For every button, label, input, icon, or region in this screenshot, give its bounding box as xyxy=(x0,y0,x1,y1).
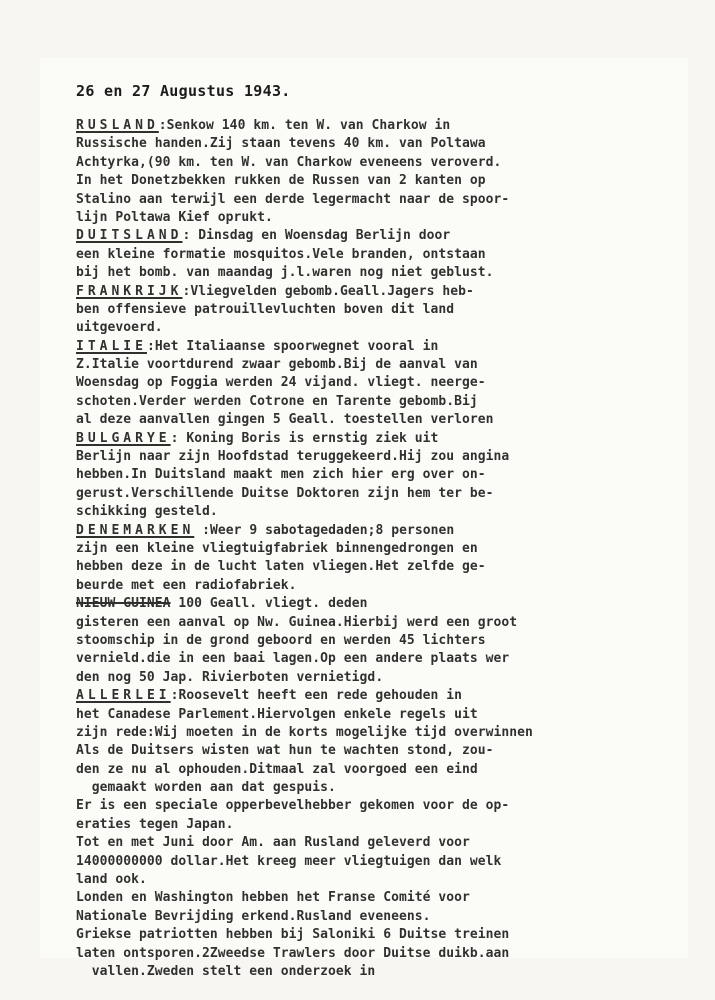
text-line xyxy=(76,724,676,742)
text-line xyxy=(76,908,676,926)
text-line xyxy=(76,889,676,907)
text-line xyxy=(76,264,676,282)
section-label: FRANKRIJK xyxy=(76,283,183,299)
text-line xyxy=(76,945,676,963)
line-text: :Het Italiaanse spoorwegnet vooral in xyxy=(146,338,439,354)
text-line xyxy=(76,816,676,834)
text-line xyxy=(76,227,676,245)
text-line xyxy=(76,963,676,981)
line-text: Londen en Washington hebben het Franse Comité voor xyxy=(76,890,470,906)
text-line xyxy=(76,283,676,301)
text-line xyxy=(76,393,676,411)
line-text: : Koning Boris is ernstig ziek uit xyxy=(170,430,439,446)
text-line xyxy=(76,779,676,797)
text-line xyxy=(76,614,676,632)
line-text: een kleine formatie mosquitos.Vele branden, ontstaan xyxy=(76,246,486,262)
text-line xyxy=(76,853,676,871)
text-line xyxy=(76,374,676,392)
line-text: eraties tegen Japan. xyxy=(76,816,234,832)
text-line xyxy=(76,577,676,595)
text-line xyxy=(76,650,676,668)
text-line xyxy=(76,742,676,760)
line-text: 14000000000 dollar.Het kreeg meer vliegtuigen dan welk xyxy=(76,853,502,869)
line-text: Russische handen.Zij staan tevens 40 km. van Poltawa xyxy=(76,136,486,152)
line-text: Achtyrka,(90 km. ten W. van Charkow eveneens veroverd. xyxy=(76,154,502,170)
line-text: gemaakt worden aan dat gespuis. xyxy=(76,780,336,796)
line-text: Nationale Bevrijding erkend.Rusland eveneens. xyxy=(76,908,431,924)
text-line xyxy=(76,503,676,521)
line-text: beurde met een radiofabriek. xyxy=(76,577,297,593)
section-label: RUSLAND xyxy=(76,118,159,133)
line-text: 100 Geall. vliegt. deden xyxy=(170,596,368,612)
line-text: Griekse patriotten hebben bij Saloniki 6 Duitse treinen xyxy=(76,927,510,943)
line-text: : Dinsdag en Woensdag Berlijn door xyxy=(182,228,451,244)
text-line xyxy=(76,117,676,135)
text-line xyxy=(76,246,676,264)
line-text: land ook. xyxy=(76,872,147,888)
news-bulletin-body xyxy=(76,117,676,981)
text-line xyxy=(76,522,676,540)
text-line xyxy=(76,485,676,503)
line-text: lijn Poltawa Kief oprukt. xyxy=(76,209,273,225)
line-text: :Senkow 140 km. ten W. van Charkow in xyxy=(158,118,451,133)
text-line xyxy=(76,595,676,613)
text-line xyxy=(76,834,676,852)
text-line xyxy=(76,926,676,944)
text-line xyxy=(76,356,676,374)
section-label: ITALIE xyxy=(76,338,147,354)
text-line xyxy=(76,191,676,209)
line-text: gerust.Verschillende Duitse Doktoren zijn hem ter be- xyxy=(76,485,494,501)
struck-out-label: NIEUW GUINEA xyxy=(76,596,171,612)
text-line xyxy=(76,430,676,448)
line-text: :Weer 9 sabotagedaden;8 personen xyxy=(194,522,455,538)
line-text: Tot en met Juni door Am. aan Rusland geleverd voor xyxy=(76,835,470,851)
text-line xyxy=(76,154,676,172)
line-text: Woensdag op Foggia werden 24 vijand. vliegt. neerge- xyxy=(76,375,486,391)
line-text: laten ontsporen.2Zweedse Trawlers door Duitse duikb.aan xyxy=(76,945,510,961)
text-line xyxy=(76,687,676,705)
line-text: vallen.Zweden stelt een onderzoek in xyxy=(76,963,376,979)
line-text: stoomschip in de grond geboord en werden 45 lichters xyxy=(76,632,486,648)
line-text: Berlijn naar zijn Hoofdstad teruggekeerd.Hij zou angina xyxy=(76,449,510,465)
section-label: BULGARYE xyxy=(76,430,171,446)
line-text: Z.Italie voortdurend zwaar gebomb.Bij de aanval van xyxy=(76,357,478,373)
text-line xyxy=(76,871,676,889)
line-text: :Vliegvelden gebomb.Geall.Jagers heb- xyxy=(182,283,474,299)
text-line xyxy=(76,706,676,724)
line-text: schikking gesteld. xyxy=(76,504,218,520)
text-line xyxy=(76,466,676,484)
section-label: DUITSLAND xyxy=(76,228,183,244)
line-text: gisteren een aanval op Nw. Guinea.Hierbij werd een groot xyxy=(76,614,518,630)
line-text: zijn een kleine vliegtuigfabriek binnengedrongen en xyxy=(76,540,478,556)
line-text: Stalino aan terwijl een derde legermacht naar de spoor- xyxy=(76,191,510,207)
line-text: vernield.die in een baai lagen.Op een andere plaats wer xyxy=(76,651,510,667)
line-text: schoten.Verder werden Cotrone en Tarente gebomb.Bij xyxy=(76,393,478,409)
text-line xyxy=(76,448,676,466)
line-text: hebben.In Duitsland maakt men zich hier erg over on- xyxy=(76,467,486,483)
text-line xyxy=(76,319,676,337)
line-text: het Canadese Parlement.Hiervolgen enkele regels uit xyxy=(76,706,478,722)
text-line xyxy=(76,540,676,558)
line-text: uitgevoerd. xyxy=(76,320,163,336)
line-text: Er is een speciale opperbevelhebber gekomen voor de op- xyxy=(76,798,510,814)
text-line xyxy=(76,172,676,190)
line-text: den nog 50 Jap. Rivierboten vernietigd. xyxy=(76,669,384,685)
line-text: bij het bomb. van maandag j.l.waren nog niet geblust. xyxy=(76,265,494,281)
line-text: Als de Duitsers wisten wat hun te wachten stond, zou- xyxy=(76,743,494,759)
section-label: DENEMARKEN xyxy=(76,522,195,538)
line-text: :Roosevelt heeft een rede gehouden in xyxy=(170,688,463,704)
section-label: ALLERLEI xyxy=(76,688,171,704)
line-text: In het Donetzbekken rukken de Russen van 2 kanten op xyxy=(76,173,486,189)
line-text: al deze aanvallen gingen 5 Geall. toestellen verloren xyxy=(76,412,494,428)
text-line xyxy=(76,338,676,356)
text-line xyxy=(76,301,676,319)
line-text: hebben deze in de lucht laten vliegen.Het zelfde ge- xyxy=(76,559,486,575)
line-text: ben offensieve patrouillevluchten boven dit land xyxy=(76,301,455,317)
line-text: den ze nu al ophouden.Ditmaal zal voorgoed een eind xyxy=(76,761,478,777)
date-heading: 26 en 27 Augustus 1943. xyxy=(76,82,291,100)
text-line xyxy=(76,558,676,576)
text-line xyxy=(76,209,676,227)
line-text: zijn rede:Wij moeten in de korts mogelijke tijd overwinnen xyxy=(76,724,533,740)
text-line xyxy=(76,797,676,815)
text-line xyxy=(76,761,676,779)
text-line xyxy=(76,632,676,650)
text-line xyxy=(76,669,676,687)
text-line xyxy=(76,411,676,429)
text-line xyxy=(76,135,676,153)
